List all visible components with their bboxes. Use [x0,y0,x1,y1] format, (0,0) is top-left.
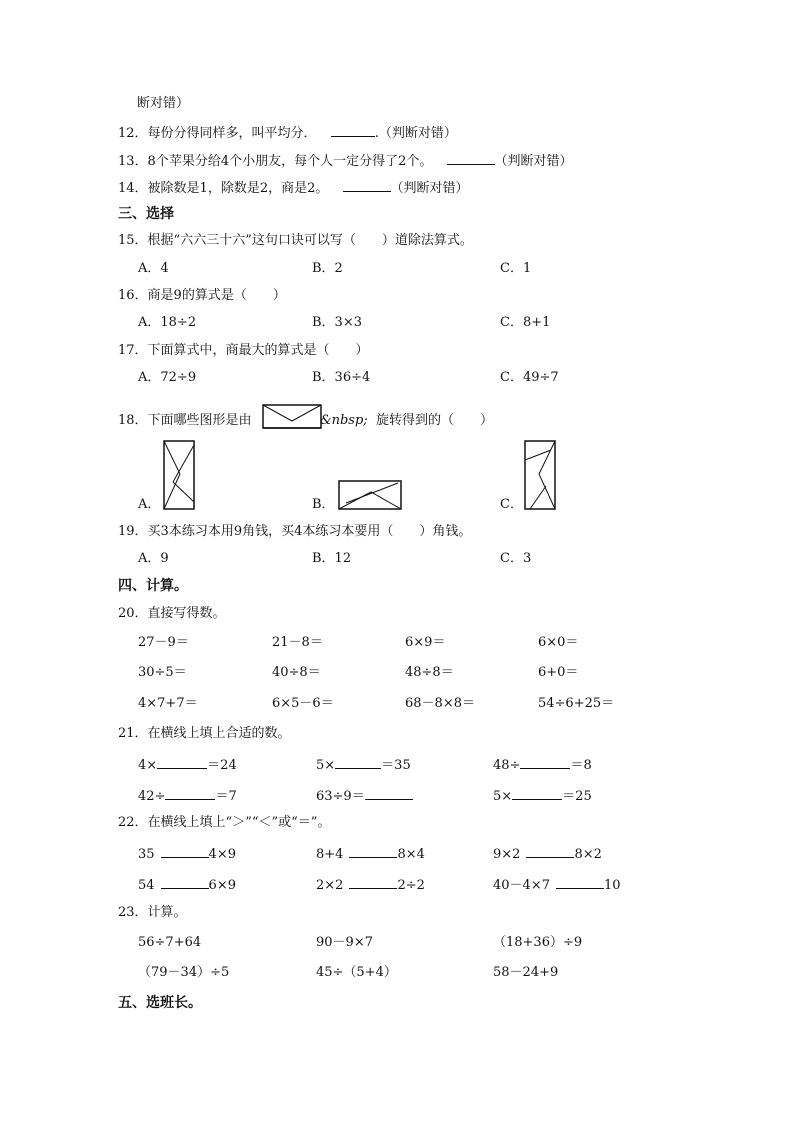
q17-option-c[interactable]: C．49÷7 [500,370,559,385]
q21-item: 42÷ ＝7 [138,789,237,804]
q22-blank[interactable] [161,845,209,858]
q20-item: 40÷8＝ [272,665,321,680]
q18-option-b-label[interactable]: B． [312,497,335,512]
q21-blank[interactable] [512,787,562,800]
q20-item: 54÷6+25＝ [538,696,615,711]
q22-blank[interactable] [349,876,397,889]
section-3-heading: 三、选择 [118,206,174,222]
q20-item: 21－8＝ [272,635,323,650]
q21-text: 21．在横线上填上合适的数。 [118,726,291,741]
q12-text: 12．每份分得同样多，叫平均分． [118,126,317,141]
q23-item: 56÷7+64 [138,935,202,950]
q20-text: 20．直接写得数。 [118,606,226,621]
q18-option-c-label[interactable]: C． [500,497,523,512]
q13-answer-blank[interactable] [447,152,495,165]
q21-item: 5× ＝35 [316,758,411,773]
q21-blank[interactable] [157,756,207,769]
q18-nbsp-text: &nbsp; [320,413,368,428]
q20-item: 30÷5＝ [138,665,187,680]
q15-option-c[interactable]: C．1 [500,261,532,276]
q22-blank[interactable] [526,845,574,858]
q20-item: 68－8×8＝ [405,696,475,711]
q18-text-before: 18．下面哪些图形是由 [118,413,252,428]
q20-item: 6×9＝ [405,635,446,650]
q23-text: 23．计算。 [118,905,187,920]
q21-item: 4× ＝24 [138,758,237,773]
q23-item: （18+36）÷9 [493,935,583,950]
q22-blank[interactable] [349,845,397,858]
q20-item: 4×7+7＝ [138,696,198,711]
q23-item: 58－24+9 [493,965,559,980]
q18-reference-figure [262,404,322,430]
q22-text: 22．在横线上填上“＞”“＜”或“＝”。 [118,815,331,830]
q22-item: 40－4×7 10 [493,878,621,893]
q16-option-c[interactable]: C．8+1 [500,315,551,330]
q16-option-a[interactable]: A．18÷2 [138,315,197,330]
question-14 [118,179,469,197]
q18-option-a-label[interactable]: A． [138,497,161,512]
q18-option-b-figure[interactable] [338,480,402,510]
q17-option-b[interactable]: B．36÷4 [312,370,371,385]
question-12 [118,124,457,142]
q15-option-a[interactable]: A．4 [138,261,169,276]
q12-answer-blank[interactable] [331,124,375,137]
section-5-heading: 五、选班长。 [118,995,202,1011]
q12-tail: .（判断对错） [374,126,457,141]
q19-option-a[interactable]: A．9 [138,551,169,566]
q20-item: 27－9＝ [138,635,189,650]
q15-option-b[interactable]: B．2 [312,261,343,276]
q18-text-after: 旋转得到的（ ） [376,413,494,428]
q13-tail: （判断对错） [494,154,573,169]
q19-text: 19．买3本练习本用9角钱，买4本练习本要用（ ）角钱。 [118,524,472,539]
section-4-heading: 四、计算。 [118,578,188,594]
q21-item: 5× ＝25 [493,789,592,804]
q21-blank[interactable] [165,787,215,800]
q20-item: 6×5－6＝ [272,696,334,711]
q22-blank[interactable] [161,876,209,889]
q15-text: 15．根据“六六三十六”这句口诀可以写（ ）道除法算式。 [118,233,473,248]
q16-option-b[interactable]: B．3×3 [312,315,362,330]
q11-tail: 断对错） [137,96,190,111]
q20-item: 6+0＝ [538,665,579,680]
q21-blank[interactable] [365,787,413,800]
q14-answer-blank[interactable] [343,179,391,192]
q21-item: 48÷ ＝8 [493,758,592,773]
q18-option-c-figure[interactable] [524,440,556,510]
q16-text: 16．商是9的算式是（ ） [118,288,286,303]
q22-item: 9×2 8×2 [493,847,602,862]
q21-blank[interactable] [335,756,381,769]
q18-option-a-figure[interactable] [163,440,195,510]
q20-item: 6×0＝ [538,635,579,650]
q22-item: 2×2 2÷2 [316,878,425,893]
q17-option-a[interactable]: A．72÷9 [138,370,197,385]
q22-item: 8+4 8×4 [316,847,425,862]
q23-item: 90－9×7 [316,935,373,950]
q13-text: 13．8个苹果分给4个小朋友，每个人一定分得了2个。 [118,154,433,169]
q23-item: 45÷（5+4） [316,965,397,980]
q23-item: （79－34）÷5 [138,965,230,980]
q19-option-b[interactable]: B．12 [312,551,352,566]
q22-item: 35 4×9 [138,847,236,862]
q14-tail: （判断对错） [390,181,469,196]
q21-blank[interactable] [520,756,570,769]
q22-item: 54 6×9 [138,878,236,893]
q20-item: 48÷8＝ [405,665,454,680]
q22-blank[interactable] [556,876,604,889]
question-13 [118,152,573,170]
q19-option-c[interactable]: C．3 [500,551,532,566]
q14-text: 14．被除数是1，除数是2，商是2。 [118,181,329,196]
q17-text: 17．下面算式中，商最大的算式是（ ） [118,343,369,358]
q21-item: 63÷9＝ [316,787,413,805]
